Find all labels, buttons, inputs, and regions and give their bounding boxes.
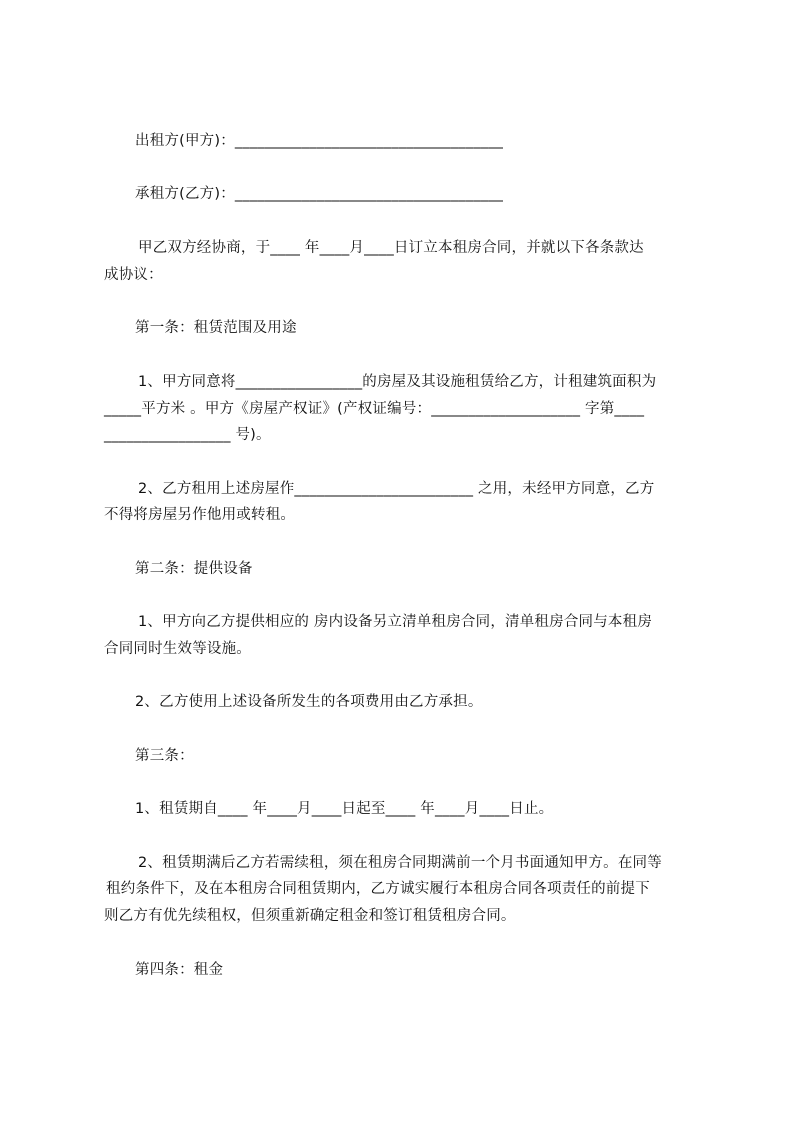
agreement-intro-line-1: 甲乙双方经协商，于____ 年____月____日订立本租房合同，并就以下各条款达: [138, 240, 644, 256]
article-3-heading: 第三条：: [135, 748, 194, 764]
article-2-clause-2: 2、乙方使用上述设备所发生的各项费用由乙方承担。: [135, 694, 483, 710]
article-2-heading: 第二条：提供设备: [135, 561, 253, 577]
article-1-clause-1-line-1: 1、甲方同意将_________________的房屋及其设施租赁给乙方，计租建筑面积为: [138, 374, 657, 390]
article-2-clause-1-line-2: 合同同时生效等设施。: [104, 641, 251, 657]
article-3-clause-2-line-3: 则乙方有优先续租权，但须重新确定租金和签订租赁租房合同。: [104, 908, 516, 924]
lessee-party-line: 承租方(乙方)：____________________________________: [135, 186, 504, 202]
article-1-clause-2-line-2: 不得将房屋另作他用或转租。: [104, 507, 296, 523]
article-1-heading: 第一条：租赁范围及用途: [135, 320, 297, 336]
article-1-clause-2-line-1: 2、乙方租用上述房屋作________________________ 之用，未经甲方同意，乙方: [138, 481, 655, 497]
agreement-intro-line-2: 成协议：: [104, 267, 163, 283]
lessor-party-line: 出租方(甲方)：____________________________________: [135, 133, 504, 149]
article-3-clause-2-line-1: 2、租赁期满后乙方若需续租，须在租房合同期满前一个月书面通知甲方。在同等: [138, 855, 662, 871]
article-1-clause-1-line-2: _____平方米 。甲方《房屋产权证》(产权证编号：____________________ 字第____: [104, 401, 645, 417]
article-2-clause-1-line-1: 1、甲方向乙方提供相应的 房内设备另立清单租房合同，清单租房合同与本租房: [138, 614, 653, 630]
article-3-clause-1: 1、租赁期自____ 年____月____日起至____ 年____月____日止。: [135, 801, 554, 817]
article-3-clause-2-line-2: 租约条件下，及在本租房合同租赁期内，乙方诚实履行本租房合同各项责任的前提下: [106, 881, 650, 897]
article-1-clause-1-line-3: _________________ 号)。: [104, 427, 271, 443]
article-4-heading: 第四条：租金: [135, 962, 224, 978]
